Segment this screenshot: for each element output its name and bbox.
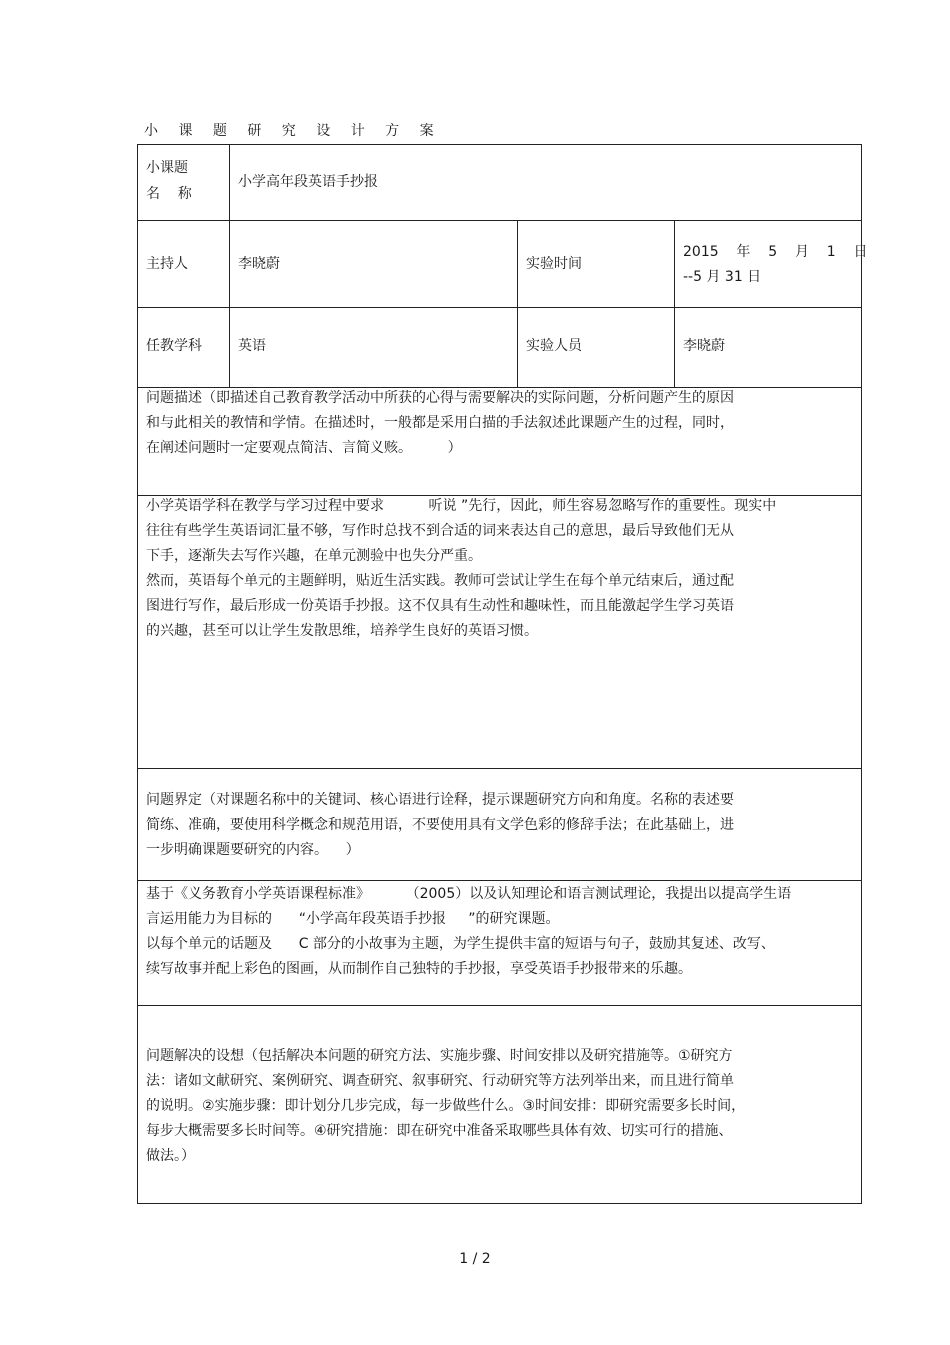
name-label-line-1: 小课题 [146, 160, 188, 176]
problem-desc-body-line: 然而，英语每个单元的主题鲜明，贴近生活实践。教师可尝试让学生在每个单元结束后，通过配 [146, 573, 734, 589]
staff-label: 实验人员 [526, 338, 582, 354]
problem-desc-body-line: 的兴趣，甚至可以让学生发散思维，培养学生良好的英语习惯。 [146, 623, 538, 639]
problem-desc-body-line: 小学英语学科在教学与学习过程中要求 听说 ”先行，因此，师生容易忽略写作的重要性。现实中 [146, 498, 777, 514]
definition-body-line: 续写故事并配上彩色的图画，从而制作自己独特的手抄报，享受英语手抄报带来的乐趣。 [146, 961, 692, 977]
definition-prompt-line: 简练、准确，要使用科学概念和规范用语，不要使用具有文学色彩的修辞手法；在此基础上，进 [146, 817, 734, 833]
solution-prompt-line: 问题解决的设想（包括解决本问题的研究方法、实施步骤、时间安排以及研究措施等。①研究方 [146, 1048, 733, 1064]
solution-prompt-line: 每步大概需要多长时间等。④研究措施：即在研究中准备采取哪些具体有效、切实可行的措施、 [146, 1123, 733, 1139]
staff-value: 李晓蔚 [683, 338, 725, 354]
document-title: 小 课 题 研 究 设 计 方 案 [144, 123, 442, 139]
time-value-line-1: 2015 年 5 月 1 日 [683, 244, 868, 260]
solution-prompt-line: 的说明。②实施步骤：即计划分几步完成，每一步做些什么。③时间安排：即研究需要多长时间， [146, 1098, 746, 1114]
problem-desc-prompt-line: 在阐述问题时一定要观点简洁、言简义赅。 ） [146, 440, 462, 456]
definition-body-line: 言运用能力为目标的 “小学高年段英语手抄报 ”的研究课题。 [146, 911, 560, 927]
subject-value-cell [230, 308, 518, 388]
subject-label: 任教学科 [146, 338, 202, 354]
problem-desc-body-line: 图进行写作，最后形成一份英语手抄报。这不仅具有生动性和趣味性，而且能激起学生学习英语 [146, 598, 734, 614]
definition-body-line: 基于《义务教育小学英语课程标准》 （2005）以及认知理论和语言测试理论，我提出以提高学生语 [146, 886, 792, 902]
definition-prompt-line: 问题界定（对课题名称中的关键词、核心语进行诠释，提示课题研究方向和角度。名称的表述要 [146, 792, 734, 808]
name-label-line-2: 名 称 [146, 186, 192, 202]
definition-prompt-line: 一步明确课题要研究的内容。 ） [146, 842, 360, 858]
problem-desc-body-line: 下手，逐渐失去写作兴趣，在单元测验中也失分严重。 [146, 548, 482, 564]
time-label: 实验时间 [526, 256, 582, 272]
page-number: 1 / 2 [459, 1251, 491, 1267]
solution-prompt-line: 法：诸如文献研究、案例研究、调查研究、叙事研究、行动研究等方法列举出来，而且进行简单 [146, 1073, 734, 1089]
name-value: 小学高年段英语手抄报 [238, 174, 378, 190]
definition-body-line: 以每个单元的话题及 C 部分的小故事为主题，为学生提供丰富的短语与句子，鼓励其复述、改写、 [146, 936, 775, 952]
host-value: 李晓蔚 [238, 256, 280, 272]
time-value-line-2: --5 月 31 日 [683, 269, 762, 285]
solution-prompt-line: 做法。） [146, 1148, 195, 1164]
problem-desc-prompt-line: 问题描述（即描述自己教育教学活动中所获的心得与需要解决的实际问题，分析问题产生的原因 [146, 390, 734, 406]
problem-desc-prompt-line: 和与此相关的教情和学情。在描述时，一般都是采用白描的手法叙述此课题产生的过程，同时， [146, 415, 734, 431]
design-form-table [137, 144, 868, 1204]
problem-desc-body-line: 往往有些学生英语词汇量不够，写作时总找不到合适的词来表达自己的意思，最后导致他们无从 [146, 523, 734, 539]
subject-value: 英语 [238, 338, 266, 354]
host-label: 主持人 [146, 256, 188, 272]
